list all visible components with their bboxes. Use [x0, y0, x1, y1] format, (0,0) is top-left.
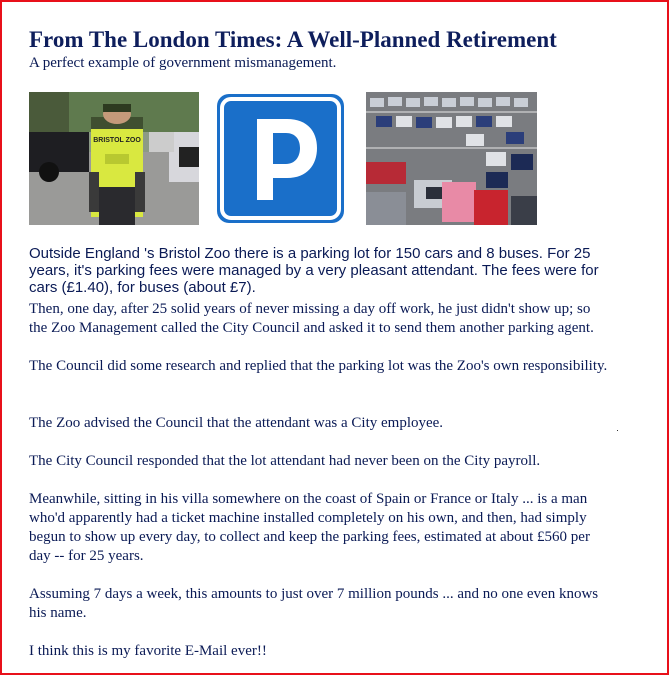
paragraph-5: Meanwhile, sitting in his villa somewhere on the coast of Spain or France or Italy ... is a man who'd apparently had a ticket machine installed completely on his own, and then, had simply begun to show up every day, to collect and keep the parking fees, estimated at about £560 per day -- for 25 years. [29, 491, 590, 564]
parking-sign [215, 92, 346, 225]
article-title: From The London Times: A Well-Planned Retirement [29, 27, 557, 52]
image-row [29, 92, 629, 225]
parking-attendant-photo [29, 92, 199, 225]
paragraph-2: The Council did some research and replied that the parking lot was the Zoo's own responsibility. [29, 358, 608, 374]
article-subtitle: A perfect example of government mismanagement. [29, 55, 337, 71]
article [29, 26, 629, 659]
stray-dot [617, 430, 618, 431]
paragraph-1: Then, one day, after 25 solid years of never missing a day off work, he just didn't show up; so the Zoo Management called the City Council and asked it to send them another parking agent. [29, 301, 594, 336]
paragraph-3: The Zoo advised the Council that the attendant was a City employee. [29, 415, 444, 431]
paragraph-4: The City Council responded that the lot attendant had never been on the City payroll. [29, 453, 541, 469]
paragraph-7: I think this is my favorite E-Mail ever!! [29, 643, 267, 659]
vest-label: BRISTOL ZOO [93, 137, 141, 144]
parking-lot-photo [366, 92, 537, 225]
paragraph-6: Assuming 7 days a week, this amounts to just over 7 million pounds ... and no one even knows his name. [29, 586, 599, 621]
lead-paragraph: Outside England 's Bristol Zoo there is a parking lot for 150 cars and 8 buses. For 25 years, it's parking fees were managed by a very pleasant attendant. The fees were for cars (£1.40), for buses (about £7). [29, 245, 599, 296]
